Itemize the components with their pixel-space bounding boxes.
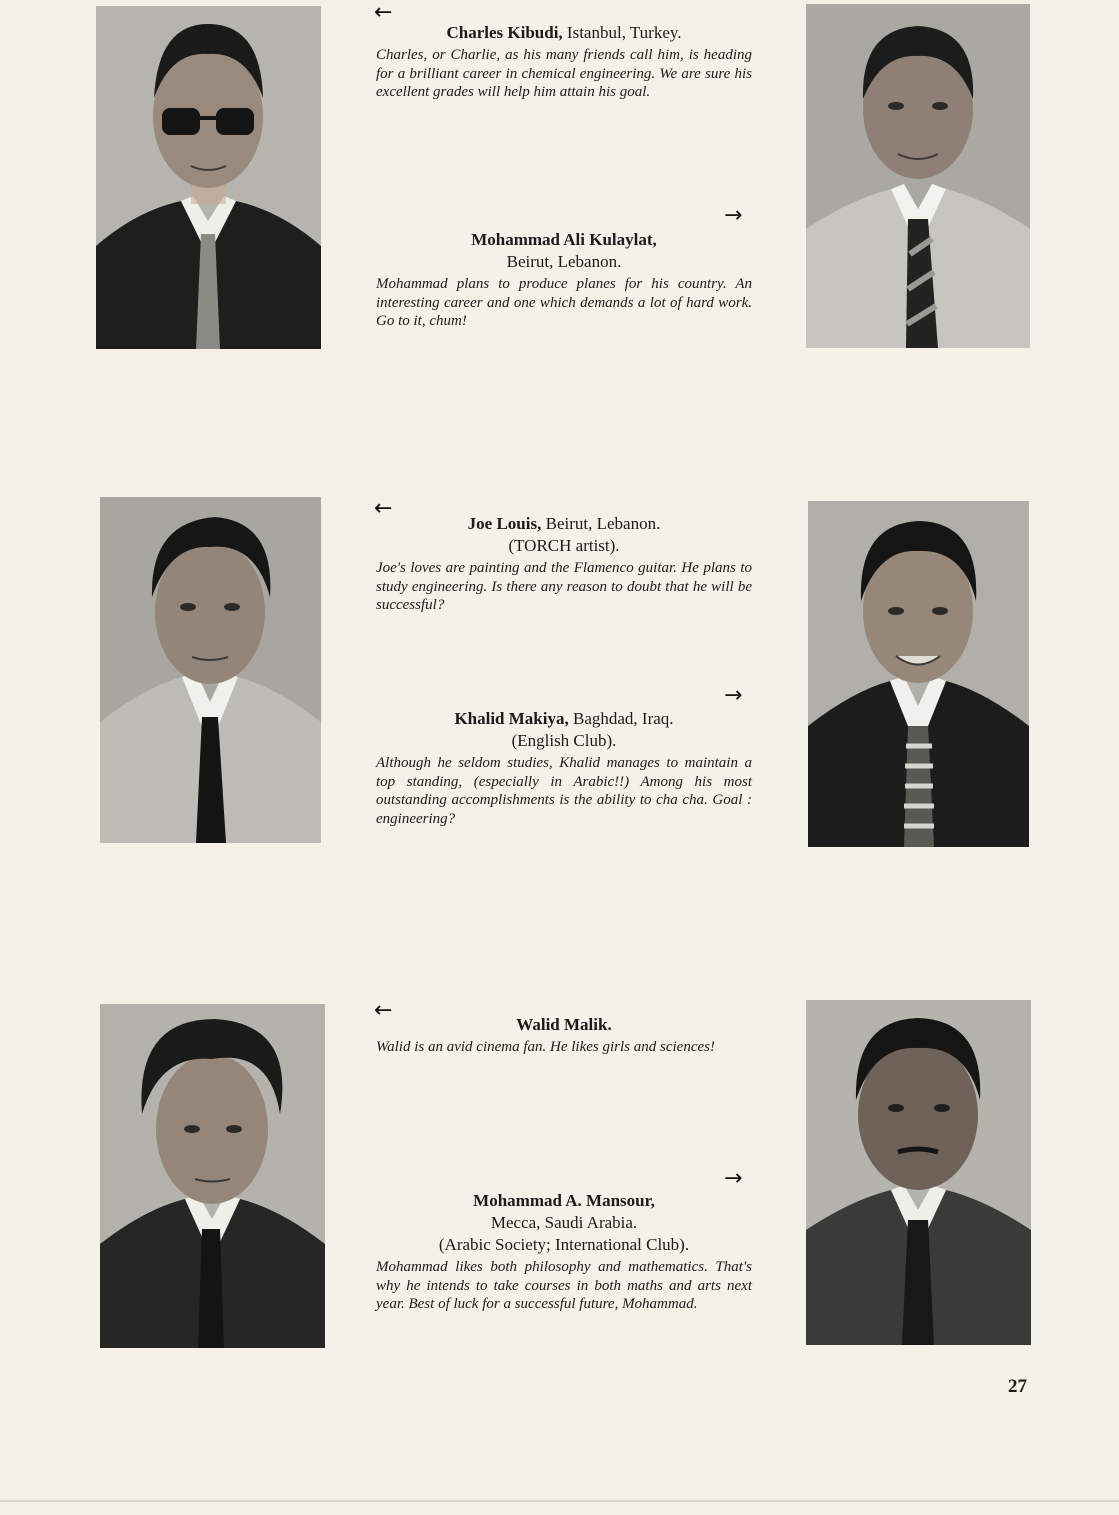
- student-name: Charles Kibudi,: [446, 23, 563, 42]
- portrait-photo-khalid: [808, 501, 1029, 847]
- student-location: Beirut, Lebanon.: [541, 514, 661, 533]
- page-edge: [0, 1500, 1119, 1502]
- student-name: Walid Malik.: [516, 1015, 612, 1034]
- bio-text: Charles, or Charlie, as his many friends call him, is heading for a brilliant career in chemical engineering. We are sure his excellent grades will help him attain his goal.: [376, 47, 752, 100]
- student-location: Baghdad, Iraq.: [568, 709, 674, 728]
- bio-text: Joe's loves are painting and the Flamenco guitar. He plans to study engineering. Is there any reason to doubt that he will be successful?: [376, 560, 752, 613]
- bio-text: Mohammad likes both philosophy and mathematics. That's why he intends to take courses in both maths and arts next year. Best of luck for a successful future, Mohammad.: [376, 1259, 752, 1312]
- student-activities: (TORCH artist).: [508, 536, 620, 555]
- arrow-right-icon: →: [724, 1166, 743, 1191]
- bio-mohammad-ali: [376, 229, 752, 331]
- bio-mohammad-mansour: [376, 1190, 752, 1314]
- bio-text: Although he seldom studies, Khalid manages to maintain a top standing, (especially in Arabic!!) Among his most outstanding accomplishments is the ability to cha cha. Goal : engineering?: [376, 755, 752, 827]
- bio-walid: [376, 1014, 752, 1057]
- portrait-photo-mohammad-ali: [806, 4, 1030, 348]
- portrait-photo-charles: [96, 6, 321, 349]
- bio-text: Mohammad plans to produce planes for his country. An interesting career and one which demands a lot of hard work. Go to it, chum!: [376, 276, 752, 329]
- student-activities: (English Club).: [511, 731, 617, 750]
- student-name: Mohammad A. Mansour,: [473, 1191, 655, 1210]
- bio-text: Walid is an avid cinema fan. He likes girls and sciences!: [376, 1039, 715, 1055]
- student-name: Mohammad Ali Kulaylat,: [471, 230, 657, 249]
- bio-joe: [376, 513, 752, 615]
- page-number: 27: [1008, 1376, 1027, 1397]
- arrow-left-icon: ←: [374, 0, 393, 25]
- portrait-photo-mohammad-mansour: [806, 1000, 1031, 1345]
- arrow-right-icon: →: [724, 683, 743, 708]
- student-name: Joe Louis,: [467, 514, 542, 533]
- arrow-right-icon: →: [724, 203, 743, 228]
- portrait-photo-walid: [100, 1004, 325, 1348]
- arrow-left-icon: ←: [374, 496, 393, 521]
- bio-charles: [376, 22, 752, 102]
- student-location: Istanbul, Turkey.: [562, 23, 682, 42]
- portrait-photo-joe: [100, 497, 321, 843]
- student-activities: (Arabic Society; International Club).: [438, 1235, 690, 1254]
- bio-khalid: [376, 708, 752, 828]
- arrow-left-icon: ←: [374, 998, 393, 1023]
- student-location: Beirut, Lebanon.: [506, 252, 622, 271]
- student-name: Khalid Makiya,: [454, 709, 569, 728]
- student-location: Mecca, Saudi Arabia.: [490, 1213, 638, 1232]
